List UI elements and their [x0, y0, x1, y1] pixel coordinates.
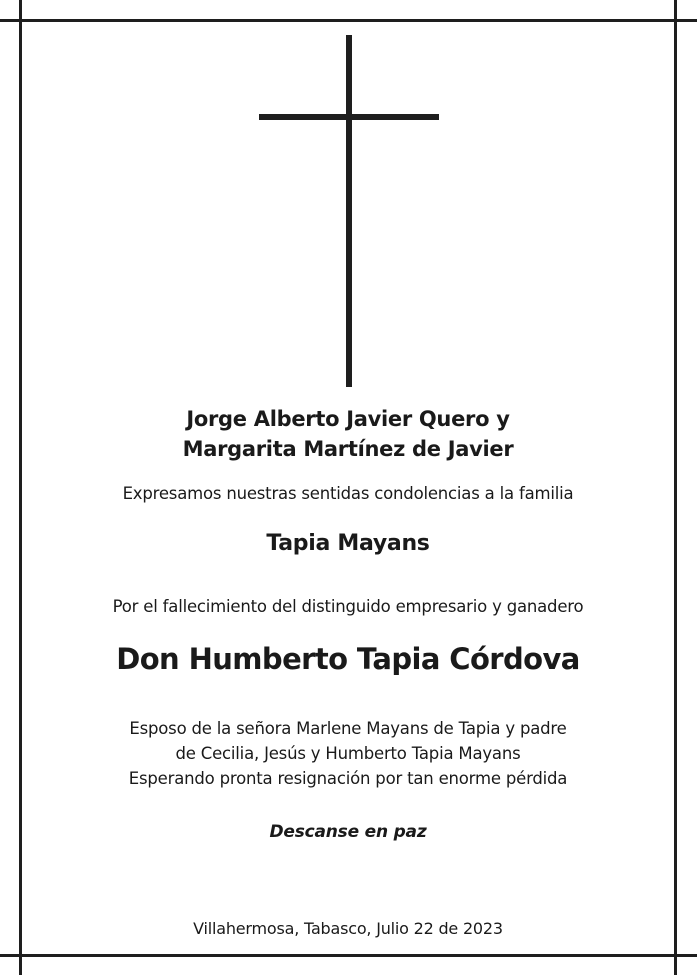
details-line: de Cecilia, Jesús y Humberto Tapia Mayans [175, 744, 521, 763]
details-line: Esperando pronta resignación por tan enorme pérdida [128, 769, 568, 788]
sender-line: Jorge Alberto Javier Quero y [186, 407, 510, 431]
sender-line: Margarita Martínez de Javier [182, 437, 514, 461]
senders-names [22, 404, 674, 464]
place-and-date: Villahermosa, Tabasco, Julio 22 de 2023 [193, 919, 503, 938]
frame-bottom-line [0, 954, 697, 957]
family-name: Tapia Mayans [266, 531, 430, 556]
cross-icon [0, 0, 697, 400]
deceased-name: Don Humberto Tapia Córdova [116, 642, 580, 676]
rest-in-peace: Descanse en paz [269, 822, 427, 842]
family-details [22, 716, 674, 791]
reason-text: Por el fallecimiento del distinguido empresario y ganadero [112, 597, 584, 616]
details-line: Esposo de la señora Marlene Mayans de Tapia y padre [129, 719, 567, 738]
condolences-text: Expresamos nuestras sentidas condolencias a la familia [122, 484, 574, 503]
cross-horizontal-bar [259, 114, 439, 120]
cross-vertical-bar [346, 35, 352, 387]
